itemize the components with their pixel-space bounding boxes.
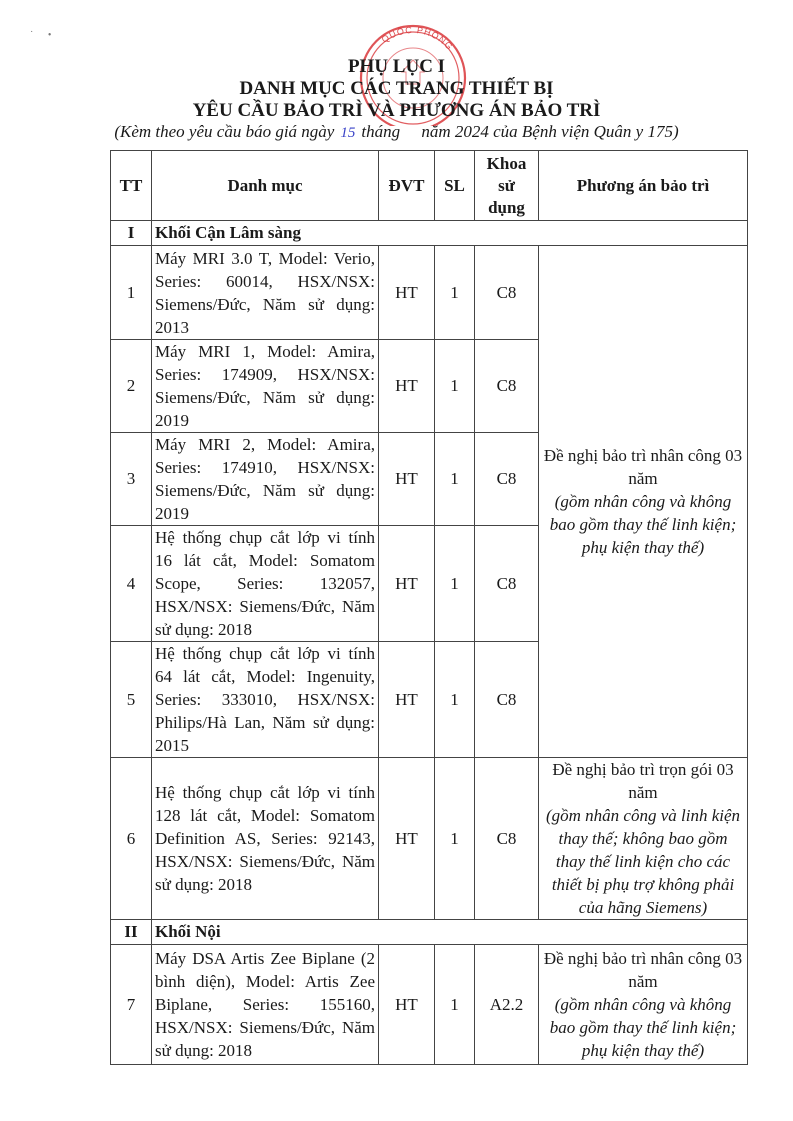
header-dept-line1: Khoa [486,153,527,173]
plan-note: (gồm nhân công và không bao gồm thay thế linh kiện; phụ kiện thay thế) [549,492,737,557]
row-unit: HT [379,526,435,642]
row-unit: HT [379,246,435,340]
plan-main: Đề nghị bảo trì trọn gói 03 năm [552,760,734,802]
header-tt: TT [111,151,152,221]
group-row-1 [111,221,748,246]
plan-main: Đề nghị bảo trì nhân công 03 năm [543,446,743,488]
row-unit: HT [379,758,435,920]
header-unit: ĐVT [379,151,435,221]
scan-artifact: ˙ • [30,30,58,41]
row-name: Máy MRI 3.0 T, Model: Verio, Series: 60014, HSX/NSX: Siemens/Đức, Năm sử dụng: 2013 [152,246,379,340]
row-qty: 1 [435,433,475,526]
row-tt: 7 [111,945,152,1065]
row-name: Máy MRI 2, Model: Amira, Series: 174910, HSX/NSX: Siemens/Đức, Năm sử dụng: 2019 [152,433,379,526]
plan-note: (gồm nhân công và linh kiện thay thế; không bao gồm thay thế linh kiện cho các thiết bị phụ trợ không phải của hãng Siemens) [545,806,741,917]
subtitle [0,122,793,142]
plan-full-6 [539,758,748,920]
row-tt: 3 [111,433,152,526]
header-dept-line3: dụng [488,197,525,217]
row-unit: HT [379,642,435,758]
row-qty: 1 [435,526,475,642]
subtitle-part3: năm 2024 của Bệnh viện Quân y 175) [421,122,679,141]
plan-main: Đề nghị bảo trì nhân công 03 năm [543,949,743,991]
row-qty: 1 [435,642,475,758]
header-row [111,151,748,221]
plan-note: (gồm nhân công và không bao gồm thay thế linh kiện; phụ kiện thay thế) [549,995,737,1060]
header-qty: SL [435,151,475,221]
row-dept: C8 [475,433,539,526]
group-name: Khối Nội [152,920,748,945]
subtitle-part1: (Kèm theo yêu cầu báo giá ngày [114,122,335,141]
appendix-title: PHỤ LỤC I [347,56,446,77]
row-qty: 1 [435,246,475,340]
group-name: Khối Cận Lâm sàng [152,221,748,246]
row-unit: HT [379,433,435,526]
row-qty: 1 [435,758,475,920]
row-dept: A2.2 [475,945,539,1065]
table-row [111,246,748,340]
row-name: Hệ thống chụp cắt lớp vi tính 128 lát cắt, Model: Somatom Definition AS, Series: 92143, HSX/NSX: Siemens/Đức, Năm sử dụng: 2018 [152,758,379,920]
header-dept [475,151,539,221]
row-dept: C8 [475,340,539,433]
row-unit: HT [379,340,435,433]
subtitle-part2: tháng [361,122,401,141]
row-dept: C8 [475,642,539,758]
seal-text: QUỐC PHÒNG [379,24,455,53]
row-tt: 6 [111,758,152,920]
group-tt: II [111,920,152,945]
table-row [111,758,748,920]
row-tt: 2 [111,340,152,433]
row-name: Máy DSA Artis Zee Biplane (2 bình diện), Model: Artis Zee Biplane, Series: 155160, HSX/NSX: Siemens/Đức, Năm sử dụng: 2018 [152,945,379,1065]
row-tt: 5 [111,642,152,758]
requirement-title: YÊU CẦU BẢO TRÌ VÀ PHƯƠNG ÁN BẢO TRÌ [192,100,601,121]
row-tt: 4 [111,526,152,642]
row-dept: C8 [475,246,539,340]
table-row [111,945,748,1065]
row-dept: C8 [475,526,539,642]
row-name: Hệ thống chụp cắt lớp vi tính 16 lát cắt, Model: Somatom Scope, Series: 132057, HSX/NSX: Siemens/Đức, Năm sử dụng: 2018 [152,526,379,642]
row-qty: 1 [435,340,475,433]
header-plan: Phương án bảo trì [539,151,748,221]
row-qty: 1 [435,945,475,1065]
equipment-table [110,150,748,1065]
group-row-2 [111,920,748,945]
group-tt: I [111,221,152,246]
row-name: Hệ thống chụp cắt lớp vi tính 64 lát cắt, Model: Ingenuity, Series: 333010, HSX/NSX: Philips/Hà Lan, Năm sử dụng: 2015 [152,642,379,758]
row-unit: HT [379,945,435,1065]
row-tt: 1 [111,246,152,340]
header-name: Danh mục [152,151,379,221]
plan-labor-1-5 [539,246,748,758]
handwritten-date: 15 [340,125,356,141]
header-dept-line2: sử [498,175,515,195]
row-name: Máy MRI 1, Model: Amira, Series: 174909, HSX/NSX: Siemens/Đức, Năm sử dụng: 2019 [152,340,379,433]
list-title: DANH MỤC CÁC TRANG THIẾT BỊ [239,78,554,99]
row-dept: C8 [475,758,539,920]
plan-labor-7 [539,945,748,1065]
